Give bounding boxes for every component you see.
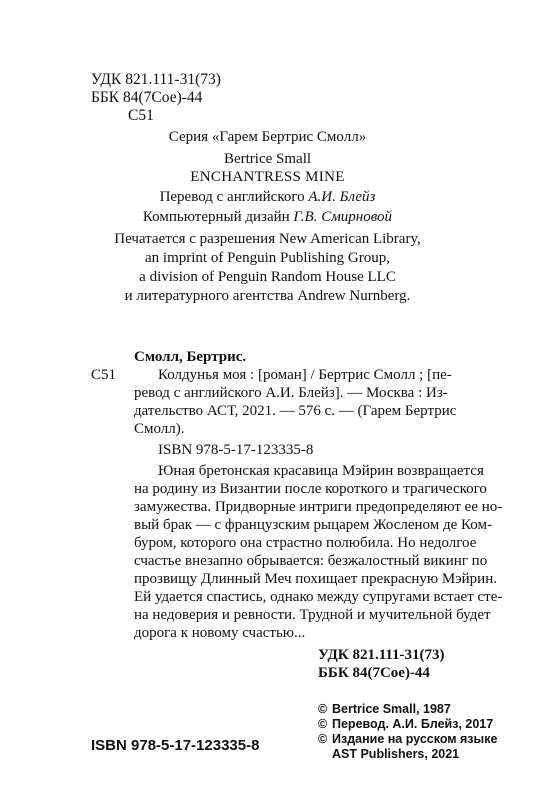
designer-name: Г.В. Смирновой [293, 209, 393, 225]
annotation-line: на родину из Византии после короткого и трагического [134, 481, 487, 497]
annotation-line: буром, которого она страстно полюбила. Но недолгое [134, 535, 477, 551]
copyright-line [318, 717, 493, 732]
copyright-icon: © [318, 717, 328, 731]
annotation-line: на недоверия и ревности. Трудной и мучительной будет [134, 607, 491, 623]
original-author: Bertrice Small [223, 151, 312, 167]
udk-code: УДК 821.111-31(73) [91, 71, 221, 88]
translator-name: А.И. Блейз [308, 189, 376, 205]
annotation-line: прозвищу Длинный Меч похищает прекрасную Мэйрин. [134, 571, 497, 587]
bbk-code-bottom: ББК 84(7Сое)-44 [318, 665, 430, 681]
catalog-line: ревод с английского А.И. Блейз]. — Москва : Из- [134, 385, 448, 401]
copyright-text: Перевод. А.И. Блейз, 2017 [332, 717, 494, 731]
catalog-line: Смолл). [134, 421, 185, 437]
translation-prefix: Перевод с английского [159, 189, 309, 205]
copyright-line [318, 702, 451, 717]
copyright-text: AST Publishers, 2021 [332, 747, 460, 761]
copyright-icon: © [318, 702, 328, 716]
catalog-line: дательство АСТ, 2021. — 576 с. — (Гарем Бертрис [134, 403, 457, 419]
copyright-text: Издание на русском языке [332, 732, 498, 746]
annotation-line: счастье внезапно обрывается: безжалостный викинг по [134, 553, 488, 569]
copyright-line [318, 732, 497, 747]
catalog-heading: Смолл, Бертрис. [134, 349, 247, 365]
permission-line: an imprint of Penguin Publishing Group, [145, 250, 390, 266]
design-line [0, 208, 535, 226]
annotation-line: вый брак — с французским рыцарем Жосленом де Ком- [134, 517, 492, 533]
design-prefix: Компьютерный дизайн [142, 209, 294, 225]
copyright-text: Bertrice Small, 1987 [332, 702, 451, 716]
author-mark: С51 [128, 107, 154, 124]
series-line: Серия «Гарем Бертрис Смолл» [168, 129, 367, 145]
original-title: ENCHANTRESS MINE [190, 169, 345, 185]
permission-line: a division of Penguin Random House LLC [139, 269, 396, 285]
udk-code-bottom: УДК 821.111-31(73) [318, 647, 445, 663]
translation-line [0, 188, 535, 206]
annotation-line: дорога к новому счастью... [134, 625, 306, 641]
bottom-isbn: ISBN 978-5-17-123335-8 [91, 737, 260, 754]
annotation-line: Юная бретонская красавица Мэйрин возвращается [158, 463, 484, 479]
catalog-mark: С51 [91, 367, 117, 383]
permission-line: и литературного агентства Andrew Nurnberg. [124, 288, 411, 304]
catalog-line: Колдунья моя : [роман] / Бертрис Смолл ; [пе- [158, 367, 452, 383]
bbk-code: ББК 84(7Сое)-44 [91, 89, 203, 106]
copyright-line [318, 747, 459, 762]
annotation-line: замужества. Придворные интриги предопределяют ее но- [134, 499, 503, 515]
copyright-icon: © [318, 732, 328, 746]
catalog-isbn: ISBN 978-5-17-123335-8 [158, 442, 314, 458]
permission-line: Печатается с разрешения New American Library, [114, 231, 421, 247]
annotation-line: Ей удается спастись, однако между супругами встает сте- [134, 589, 503, 605]
